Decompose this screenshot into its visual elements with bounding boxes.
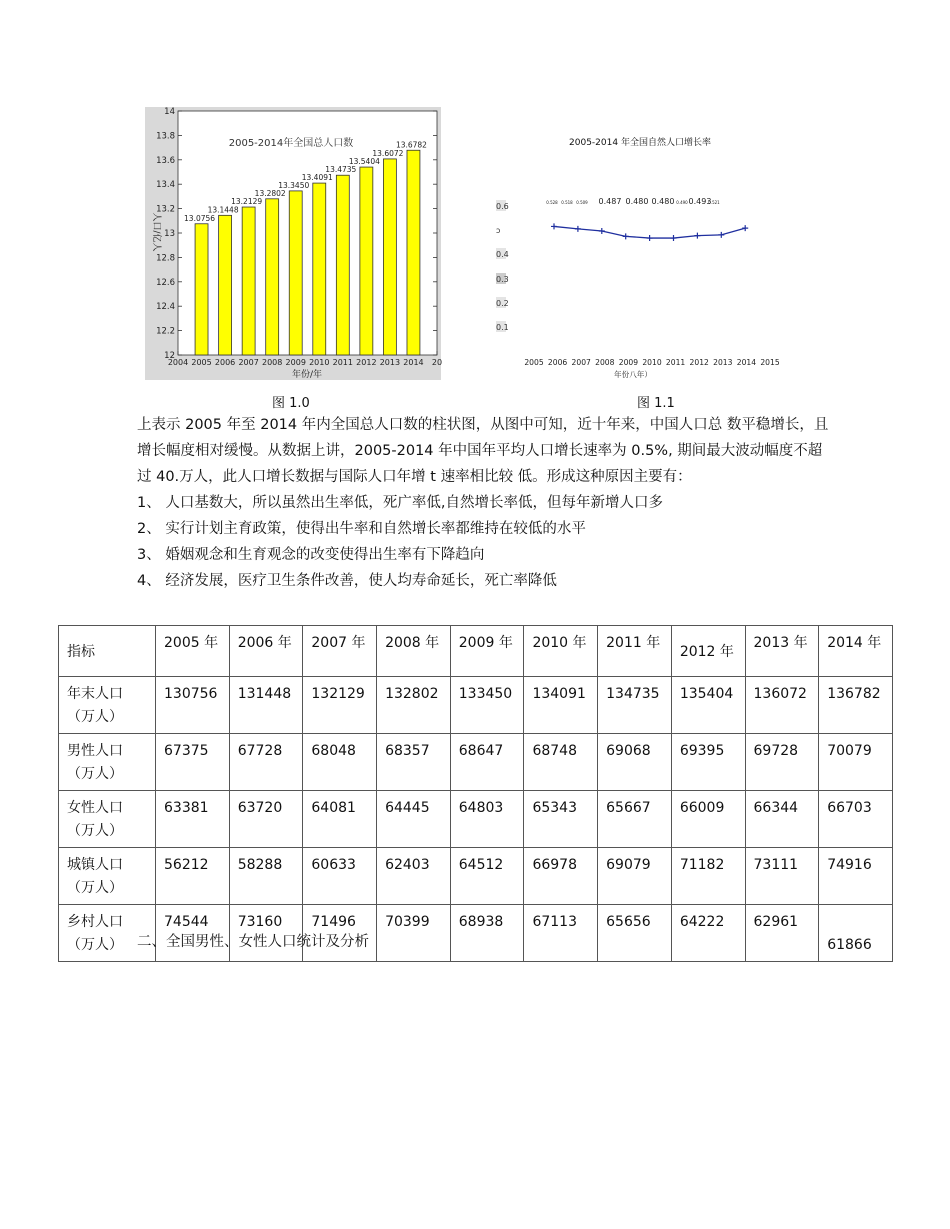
- table-header-cell: 2013 年: [745, 626, 819, 677]
- x-tick-label: 2010: [642, 358, 662, 367]
- x-tick-label: 2006: [547, 358, 568, 367]
- x-tick-label: 2010: [309, 358, 330, 367]
- reason-item: 4、 经济发展，医疗卫生条件改善，使人均寿命延长，死亡率降低: [137, 573, 557, 589]
- x-tick-label: 2009: [618, 358, 639, 367]
- row-unit: （万人）: [67, 709, 123, 725]
- data-label: 0.528: [546, 200, 558, 205]
- table-cell: 62961: [745, 905, 819, 962]
- bar-value-label: 13.2129: [231, 197, 263, 207]
- x-tick-label: 2013: [379, 358, 401, 367]
- y-axis-title: 人口/亿人: [151, 212, 161, 252]
- y-tick-label: 13.4: [156, 180, 175, 191]
- table-header-cell: 指标: [59, 626, 156, 677]
- bar: [313, 183, 326, 355]
- table-cell: 66703: [819, 791, 893, 848]
- data-label: 0.487: [598, 197, 622, 206]
- table-header-cell: 2014 年: [819, 626, 893, 677]
- paragraph-line: 增长幅度相对缓慢。从数据上讲，2005-2014 年中国年平均人口增长速率为 0.5%, 期间最大波动幅度不超: [137, 443, 823, 459]
- y-tick-label: 12.4: [156, 302, 175, 313]
- bar: [266, 199, 279, 355]
- table-cell: 68357: [377, 734, 451, 791]
- table-row: [59, 848, 893, 905]
- chart-title: 2005-2014 年全国自然人口增长率: [569, 138, 711, 148]
- reasons-list: [137, 490, 897, 594]
- y-tick-label: 0.1: [496, 323, 509, 332]
- row-label: 乡村人口: [67, 914, 123, 930]
- x-tick-label: 2008: [595, 358, 615, 367]
- bar: [219, 215, 232, 355]
- x-tick-label: 2011: [665, 358, 686, 367]
- y-tick-label: 13: [164, 229, 175, 239]
- data-point-marker: [623, 233, 629, 239]
- table-header-cell: 2006 年: [229, 626, 303, 677]
- x-tick-label: 2011: [332, 358, 353, 367]
- table-header-cell: 2011 年: [598, 626, 672, 677]
- bar: [407, 150, 420, 355]
- y-tick-label: 13.2: [156, 204, 175, 215]
- table-cell: 58288: [229, 848, 303, 905]
- table-cell: 71182: [671, 848, 745, 905]
- bar-value-label: 13.0756: [184, 213, 216, 223]
- table-cell: 60633: [303, 848, 377, 905]
- data-point-marker: [742, 225, 748, 231]
- table-cell: 68647: [450, 734, 524, 791]
- x-tick-label: 2005: [524, 358, 544, 367]
- data-point-marker: [551, 223, 557, 229]
- table-cell: 56212: [156, 848, 230, 905]
- reason-item: 1、 人口基数大，所以虽然出生率低，死广率低,自然增长率低，但每年新增人口多: [137, 495, 663, 511]
- x-tick-label: 2014: [736, 358, 757, 367]
- table-cell: 64222: [671, 905, 745, 962]
- x-tick-label: 2007: [571, 358, 591, 367]
- row-unit: （万人）: [67, 880, 123, 896]
- row-unit: （万人）: [67, 823, 123, 839]
- data-label: 0.509: [576, 200, 588, 205]
- row-label: 男性人口: [67, 743, 123, 759]
- bar-value-label: 13.6072: [372, 148, 404, 158]
- y-tick-label: 13.8: [156, 131, 175, 142]
- data-point-marker: [718, 232, 724, 238]
- table-cell: 69395: [671, 734, 745, 791]
- y-tick-label: 14: [164, 107, 175, 117]
- x-tick-label: 2013: [713, 358, 733, 367]
- row-label-cell: [59, 848, 156, 905]
- table-cell: 67375: [156, 734, 230, 791]
- x-axis-title: 年份八年）: [614, 370, 652, 379]
- x-tick-label: 2012: [689, 358, 709, 367]
- bar-value-label: 13.2802: [254, 188, 286, 198]
- reason-item: 2、 实行计划主育政策，使得出牛率和自然增长率都维持在较低的水平: [137, 521, 586, 537]
- bar: [360, 167, 373, 355]
- table-cell: 67113: [524, 905, 598, 962]
- table-cell: 69728: [745, 734, 819, 791]
- table-cell: 68048: [303, 734, 377, 791]
- table-cell: 136072: [745, 677, 819, 734]
- y-tick-label: ɔ: [496, 226, 501, 235]
- table-cell: 69068: [598, 734, 672, 791]
- bar: [242, 207, 255, 355]
- table-cell: 130756: [156, 677, 230, 734]
- section-heading: 二、全国男性、女性人口统计及分析: [137, 934, 369, 950]
- table-row: [59, 677, 893, 734]
- chart-title: 2005-2014年全国总人口数: [228, 138, 354, 149]
- table-cell: 65667: [598, 791, 672, 848]
- x-axis-title: 年份/年: [291, 370, 323, 380]
- data-label: 0.521: [708, 200, 720, 205]
- table-header-row: [59, 626, 893, 677]
- data-label: 0.490: [676, 200, 688, 205]
- table-cell: 66344: [745, 791, 819, 848]
- table-cell: 132802: [377, 677, 451, 734]
- paragraph-line: 上表示 2005 年至 2014 年内全国总人口数的柱状图，从图中可知，近十年来，中国人口总 数平稳增长，且: [137, 417, 829, 433]
- table-cell: 64081: [303, 791, 377, 848]
- table-cell: 61866: [819, 905, 893, 962]
- table-header-cell: 2009 年: [450, 626, 524, 677]
- bar-value-label: 13.4735: [325, 165, 357, 175]
- table-cell: 68748: [524, 734, 598, 791]
- bar-value-label: 13.5404: [348, 157, 380, 167]
- table-cell: 134735: [598, 677, 672, 734]
- table-cell: 73160: [229, 905, 303, 962]
- x-tick-label: 2006: [214, 358, 236, 367]
- table-cell: 64803: [450, 791, 524, 848]
- bar-value-label: 13.1448: [207, 205, 239, 215]
- table-header-cell: 2007 年: [303, 626, 377, 677]
- bar: [383, 159, 396, 355]
- total-population-bar-chart: [145, 107, 441, 380]
- table-header-cell: 2012 年: [671, 626, 745, 677]
- x-tick-label: 2014: [403, 358, 424, 367]
- y-tick-label: 12: [164, 351, 175, 361]
- x-tick-label: 2007: [238, 358, 259, 367]
- data-label: 0.480: [625, 197, 649, 206]
- y-tick-label: 0.3: [496, 275, 509, 284]
- bar-value-label: 13.3450: [278, 180, 310, 190]
- table-cell: 67728: [229, 734, 303, 791]
- x-tick-label: 2012: [356, 358, 377, 367]
- table-cell: 64512: [450, 848, 524, 905]
- row-label: 城镇人口: [67, 857, 123, 873]
- x-tick-label: 2015: [760, 358, 780, 367]
- bar: [195, 224, 208, 355]
- row-label: 女性人口: [67, 800, 123, 816]
- population-table: [58, 625, 893, 962]
- row-unit: （万人）: [67, 937, 123, 953]
- y-tick-label: 12.6: [156, 277, 175, 288]
- data-point-marker: [694, 233, 700, 239]
- table-cell: 74916: [819, 848, 893, 905]
- x-tick-label: 2004: [167, 358, 189, 367]
- table-cell: 63720: [229, 791, 303, 848]
- table-header-cell: 2010 年: [524, 626, 598, 677]
- row-label-cell: [59, 677, 156, 734]
- x-tick-label: 20: [431, 358, 443, 367]
- table-cell: 134091: [524, 677, 598, 734]
- y-tick-label: 12.8: [156, 253, 175, 264]
- table-cell: 66009: [671, 791, 745, 848]
- data-point-marker: [599, 228, 605, 234]
- line-chart-svg: [496, 130, 780, 380]
- y-tick-label: 12.2: [156, 326, 175, 337]
- table-cell: 69079: [598, 848, 672, 905]
- table-header-cell: 2005 年: [156, 626, 230, 677]
- reason-item: 3、 婚姻观念和生育观念的改变使得出生率有下降趋向: [137, 547, 485, 563]
- y-tick-label: 0.2: [496, 299, 509, 308]
- figure-caption-2: 图 1.1: [637, 396, 675, 411]
- table-cell: 135404: [671, 677, 745, 734]
- analysis-paragraph: [137, 412, 897, 490]
- table-header-cell: 2008 年: [377, 626, 451, 677]
- data-label: 0.480: [651, 197, 675, 206]
- table-cell: 133450: [450, 677, 524, 734]
- data-point-marker: [575, 226, 581, 232]
- natural-growth-rate-line-chart: [496, 130, 780, 380]
- x-tick-label: 2009: [285, 358, 306, 367]
- table-row: [59, 791, 893, 848]
- bar-value-label: 13.6782: [395, 140, 427, 150]
- table-cell: 70399: [377, 905, 451, 962]
- bar: [289, 191, 302, 355]
- y-tick-label: 0.6: [496, 202, 509, 211]
- table-cell: 73111: [745, 848, 819, 905]
- table-cell: 65656: [598, 905, 672, 962]
- table-cell: 71496: [303, 905, 377, 962]
- bar: [336, 175, 349, 355]
- table-cell: 63381: [156, 791, 230, 848]
- row-label-cell: [59, 791, 156, 848]
- figure-caption-1: 图 1.0: [272, 396, 310, 411]
- data-point-marker: [671, 235, 677, 241]
- table-cell: 66978: [524, 848, 598, 905]
- table-cell: 65343: [524, 791, 598, 848]
- data-label: 0.493: [688, 197, 712, 206]
- table-cell: 64445: [377, 791, 451, 848]
- table-cell: 131448: [229, 677, 303, 734]
- table-cell: 62403: [377, 848, 451, 905]
- table-cell: 74544: [156, 905, 230, 962]
- row-label-cell: [59, 734, 156, 791]
- data-label: 0.518: [561, 200, 573, 205]
- x-tick-label: 2005: [191, 358, 212, 367]
- paragraph-line: 过 40.万人，此人口增长数据与国际人口年增 t 速率相比较 低。形成这种原因主要有：: [137, 469, 692, 485]
- table-row: [59, 734, 893, 791]
- bar-value-label: 13.4091: [301, 173, 333, 183]
- table-cell: 68938: [450, 905, 524, 962]
- bar-chart-svg: [145, 107, 441, 380]
- x-tick-label: 2008: [262, 358, 283, 367]
- y-tick-label: 13.6: [156, 155, 175, 166]
- data-point-marker: [647, 235, 653, 241]
- table-cell: 70079: [819, 734, 893, 791]
- y-tick-label: 0.4: [496, 250, 509, 259]
- row-unit: （万人）: [67, 766, 123, 782]
- table-cell: 136782: [819, 677, 893, 734]
- row-label: 年末人口: [67, 686, 123, 702]
- table-cell: 132129: [303, 677, 377, 734]
